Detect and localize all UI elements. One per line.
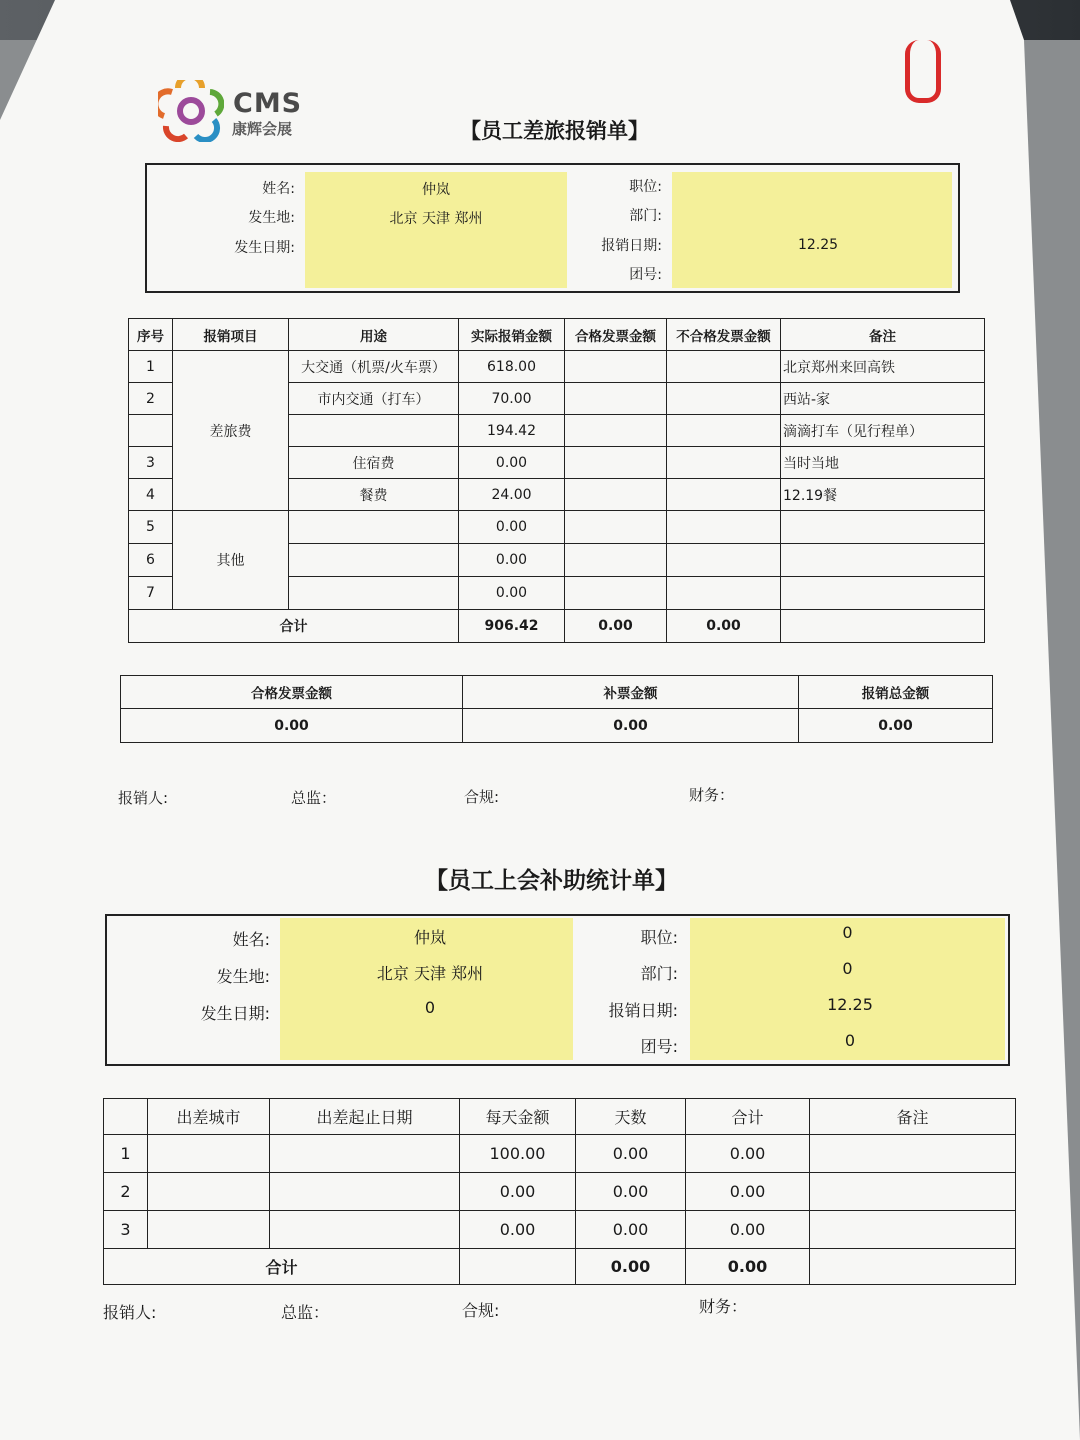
form2-place-label: 发生地: [216,967,270,986]
row-unqualified [667,577,781,610]
row-days: 0.00 [576,1135,686,1173]
row-city [148,1173,270,1211]
summary-value: 0.00 [799,709,993,743]
form2-position-value: 0 [842,923,853,942]
header-cell: 实际报销金额 [459,319,565,351]
form1-place-label: 发生地: [248,210,295,226]
header-cell: 合计 [686,1099,810,1135]
row-use [289,415,459,447]
row-note [810,1173,1016,1211]
row-qualified [565,383,667,415]
form1-name-label: 姓名: [262,181,295,197]
category-other: 其他 [173,511,289,610]
form2-sig-finance: 财务： [699,1297,748,1316]
form2-group-label: 团号: [640,1037,678,1056]
header-cell: 天数 [576,1099,686,1135]
row-use [289,577,459,610]
total-label: 合计 [129,610,459,643]
row-no: 3 [129,447,173,479]
row-qualified [565,447,667,479]
total-label: 合计 [104,1249,460,1285]
row-unqualified [667,447,781,479]
form2-total-row [104,1249,1016,1285]
table-row [104,1211,1016,1249]
row-no [129,415,173,447]
summary-header: 报销总金额 [799,676,993,709]
row-qualified [565,351,667,383]
form2-date-label: 发生日期: [200,1004,270,1023]
form1-dept-label: 部门: [629,208,662,224]
row-no: 4 [129,479,173,511]
summary-header: 补票金额 [463,676,799,709]
total-days: 0.00 [576,1249,686,1285]
summary-value-row [121,709,993,743]
form2-group-value: 0 [844,1031,856,1050]
row-note: 北京郑州来回高铁 [781,351,985,383]
summary-value: 0.00 [463,709,799,743]
form2-header-row [104,1099,1016,1135]
form2-claim-date-label: 报销日期: [608,1001,678,1020]
row-use [289,511,459,544]
header-cell: 备注 [810,1099,1016,1135]
header-cell: 用途 [289,319,459,351]
row-unqualified [667,351,781,383]
table-row [104,1173,1016,1211]
row-note [781,511,985,544]
form1-claim-date-value: 12.25 [797,237,839,253]
row-amount: 618.00 [459,351,565,383]
form2-name-value: 仲岚 [413,928,446,947]
row-sum: 0.00 [686,1135,810,1173]
form2-name-label: 姓名: [232,930,270,949]
row-unqualified [667,383,781,415]
form1-date-label: 发生日期: [234,240,295,256]
table-row [129,351,985,383]
row-unqualified [667,511,781,544]
row-no: 3 [104,1211,148,1249]
row-amount: 0.00 [459,511,565,544]
form1-sig-finance: 财务： [689,786,735,804]
row-amount: 70.00 [459,383,565,415]
header-cell: 备注 [781,319,985,351]
header-cell: 出差起止日期 [270,1099,460,1135]
form2-claim-date-value: 12.25 [827,995,873,1014]
row-use: 住宿费 [289,447,459,479]
row-unqualified [667,415,781,447]
form1-title: 【员工差旅报销单】 [460,118,649,143]
row-note: 西站-家 [781,383,985,415]
row-amount: 194.42 [459,415,565,447]
form1-sig-director: 总监： [291,789,337,807]
form2-place-value: 北京 天津 郑州 [376,964,484,983]
row-note [810,1211,1016,1249]
total-note [810,1249,1016,1285]
cms-logo-icon [158,80,224,142]
form2-date-value: 0 [424,998,436,1017]
row-sum: 0.00 [686,1173,810,1211]
form2-sig-claimant: 报销人: [103,1303,157,1322]
row-note [781,544,985,577]
form2-sig-compliance: 合规: [462,1301,500,1320]
form1-position-label: 职位: [629,179,662,195]
row-no: 1 [104,1135,148,1173]
row-no: 2 [129,383,173,415]
row-unqualified [667,544,781,577]
row-amount: 0.00 [459,544,565,577]
row-qualified [565,511,667,544]
form2-dept-label: 部门: [640,964,678,983]
row-dates [270,1135,460,1173]
row-days: 0.00 [576,1211,686,1249]
form1-summary-table [120,675,993,743]
paper-clip [905,40,941,103]
form2-position-label: 职位: [640,928,678,947]
row-no: 1 [129,351,173,383]
row-dates [270,1173,460,1211]
row-note: 12.19餐 [781,479,985,511]
row-daily: 0.00 [460,1173,576,1211]
form1-group-label: 团号: [629,267,662,283]
row-qualified [565,479,667,511]
form1-place-value: 北京 天津 郑州 [389,211,483,227]
form1-expense-table [128,318,985,643]
row-amount: 0.00 [459,447,565,479]
header-cell: 报销项目 [173,319,289,351]
total-sum: 0.00 [686,1249,810,1285]
form2-allowance-table [103,1098,1016,1285]
table-row [129,511,985,544]
summary-value: 0.00 [121,709,463,743]
row-no: 6 [129,544,173,577]
form2-title: 【员工上会补助统计单】 [425,867,678,894]
row-city [148,1211,270,1249]
summary-header-row [121,676,993,709]
row-sum: 0.00 [686,1211,810,1249]
total-amount: 906.42 [459,610,565,643]
row-no: 7 [129,577,173,610]
total-note [781,610,985,643]
header-cell: 合格发票金额 [565,319,667,351]
row-use [289,544,459,577]
row-amount: 24.00 [459,479,565,511]
form1-claim-date-label: 报销日期: [601,238,662,254]
row-note [810,1135,1016,1173]
summary-header: 合格发票金额 [121,676,463,709]
total-qualified: 0.00 [565,610,667,643]
row-no: 5 [129,511,173,544]
form2-dept-value: 0 [842,959,853,978]
total-daily [460,1249,576,1285]
row-qualified [565,544,667,577]
row-amount: 0.00 [459,577,565,610]
row-days: 0.00 [576,1173,686,1211]
form1-name-value: 仲岚 [422,182,450,198]
header-cell: 每天金额 [460,1099,576,1135]
table-row [104,1135,1016,1173]
logo-brand: CMS [233,88,303,119]
form1-yellow-right [672,172,952,288]
row-unqualified [667,479,781,511]
header-cell: 序号 [129,319,173,351]
row-use: 餐费 [289,479,459,511]
form1-sig-claimant: 报销人: [118,789,169,807]
form2-sig-director: 总监： [281,1303,330,1322]
row-daily: 100.00 [460,1135,576,1173]
total-unqualified: 0.00 [667,610,781,643]
header-cell [104,1099,148,1135]
row-note [781,577,985,610]
row-daily: 0.00 [460,1211,576,1249]
row-note: 当时当地 [781,447,985,479]
form1-header-row [129,319,985,351]
row-use: 大交通（机票/火车票） [289,351,459,383]
form1-sig-compliance: 合规: [464,788,500,806]
row-qualified [565,415,667,447]
row-use: 市内交通（打车） [289,383,459,415]
category-travel: 差旅费 [173,351,289,511]
row-dates [270,1211,460,1249]
header-cell: 不合格发票金额 [667,319,781,351]
header-cell: 出差城市 [148,1099,270,1135]
logo-name: 康辉会展 [232,120,293,138]
row-city [148,1135,270,1173]
row-no: 2 [104,1173,148,1211]
row-qualified [565,577,667,610]
form1-total-row [129,610,985,643]
row-note: 滴滴打车（见行程单） [781,415,985,447]
